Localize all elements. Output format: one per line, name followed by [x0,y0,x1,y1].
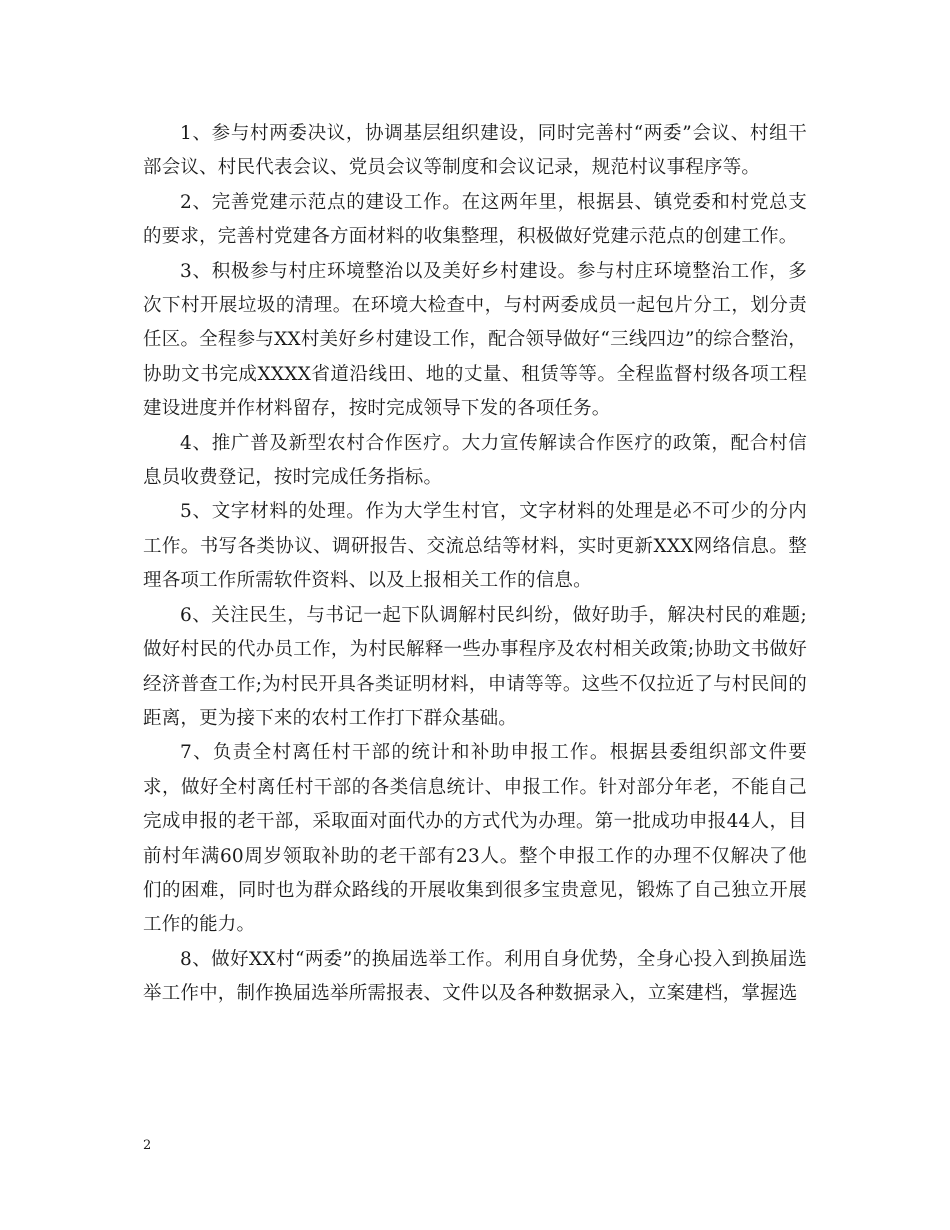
paragraph-8: 8、做好XX村“两委”的换届选举工作。利用自身优势，全身心投入到换届选举工作中，制作换届选举所需报表、文件以及各种数据录入，立案建档，掌握选 [143,948,807,1005]
paragraph-1: 1、参与村两委决议，协调基层组织建设，同时完善村“两委”会议、村组干部会议、村民代表会议、党员会议等制度和会议记录，规范村议事程序等。 [143,123,807,179]
paragraph-2: 2、完善党建示范点的建设工作。在这两年里，根据县、镇党委和村党总支的要求，完善村党建各方面材料的收集整理，积极做好党建示范点的创建工作。 [143,191,807,248]
paragraph-7: 7、负责全村离任村干部的统计和补助申报工作。根据县委组织部文件要求，做好全村离任村干部的各类信息统计、申报工作。针对部分年老，不能自己完成申报的老干部，采取面对面代办的方式代为办理。第一批成功申报44人，目前村年满60周岁领取补助的老干部有23人。整个申报工作的办理不仅解决了他们的困难，同时也为群众路线的开展收集到很多宝贵意见，锻炼了自己独立开展工作的能力。 [143,742,807,936]
paragraph-3: 3、积极参与村庄环境整治以及美好乡村建设。参与村庄环境整治工作，多次下村开展垃圾的清理。在环境大检查中，与村两委成员一起包片分工，划分责任区。全程参与XX村美好乡村建设工作，配合领导做好“三线四边”的综合整治，协助文书完成XXXX省道沿线田、地的丈量、租赁等等。全程监督村级各项工程建设进度并作材料留存，按时完成领导下发的各项任务。 [143,260,807,420]
paragraph-4: 4、推广普及新型农村合作医疗。大力宣传解读合作医疗的政策，配合村信息员收费登记，按时完成任务指标。 [143,432,807,489]
document-body [143,117,807,1012]
paragraph-6: 6、关注民生，与书记一起下队调解村民纠纷，做好助手，解决村民的难题;做好村民的代办员工作，为村民解释一些办事程序及农村相关政策;协助文书做好经济普查工作;为村民开具各类证明材料，申请等等。这些不仅拉近了与村民间的距离，更为接下来的农村工作打下群众基础。 [143,604,807,729]
page-number: 2 [143,1138,152,1153]
paragraph-5: 5、文字材料的处理。作为大学生村官，文字材料的处理是必不可少的分内工作。书写各类协议、调研报告、交流总结等材料，实时更新XXX网络信息。整理各项工作所需软件资料、以及上报相关工作的信息。 [143,501,807,592]
